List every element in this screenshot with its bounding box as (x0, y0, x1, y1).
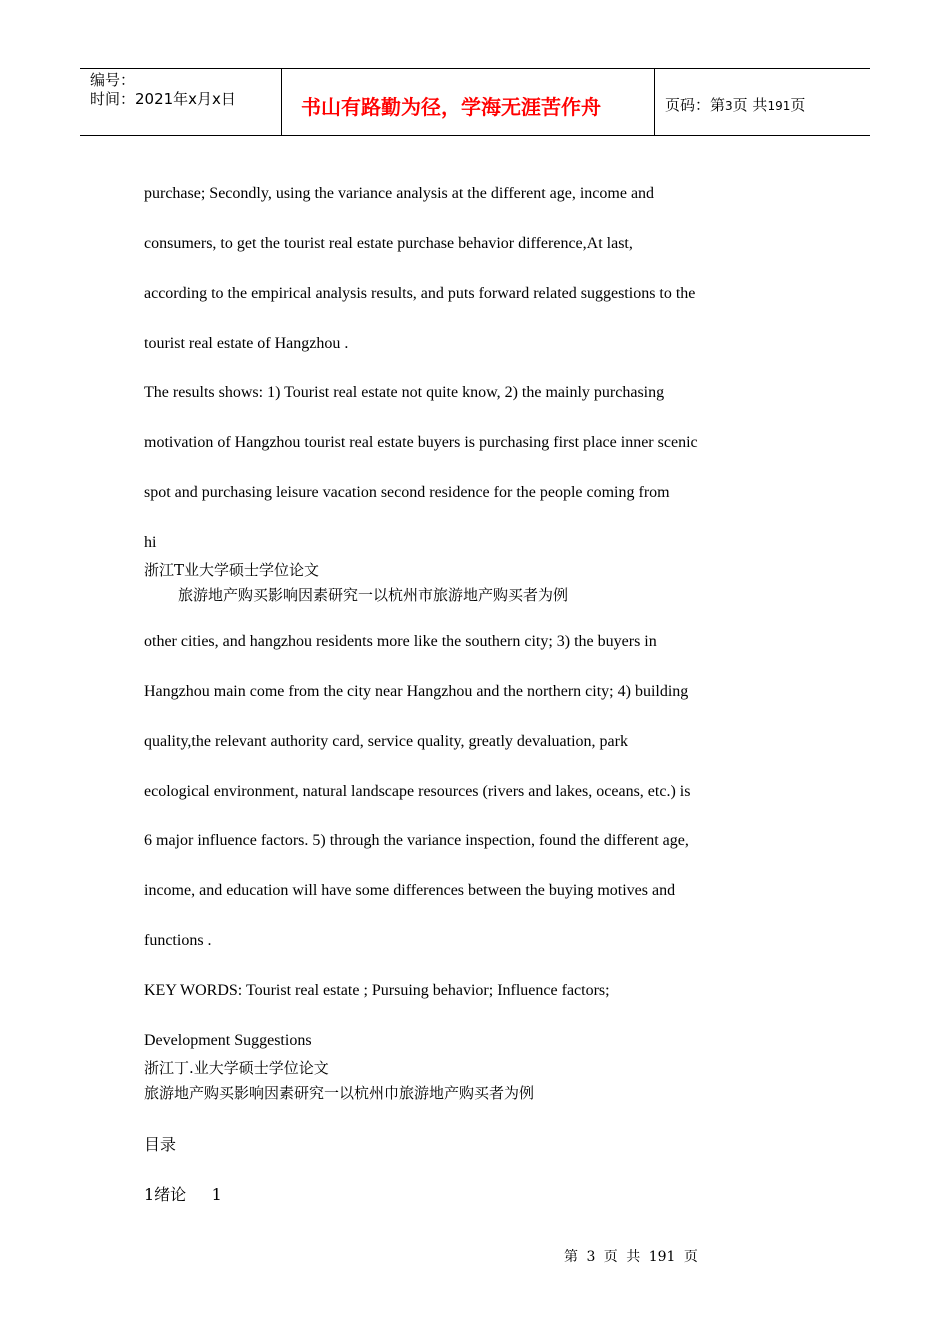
page-current: 3 (725, 99, 733, 113)
header-meta-cell (80, 69, 282, 135)
body-line: 6 major influence factors. 5) through the variance inspection, found the different age, (144, 832, 689, 849)
keywords-line: KEY WORDS: Tourist real estate ; Pursuing behavior; Influence factors; (144, 982, 610, 999)
toc-entry: 1绪论 1 (144, 1185, 222, 1204)
body-line: hi (144, 534, 157, 551)
body-line: functions . (144, 932, 212, 949)
header-motto-cell (282, 69, 655, 135)
body-line: ecological environment, natural landscape resources (rivers and lakes, oceans, etc.) is (144, 783, 691, 800)
body-line: The results shows: 1) Tourist real estate not quite know, 2) the mainly purchasing (144, 384, 665, 401)
body-line: spot and purchasing leisure vacation second residence for the people coming from (144, 484, 670, 501)
header-page-cell (655, 69, 869, 135)
page-middle: 页 共 (732, 96, 768, 114)
body-line: quality,the relevant authority card, service quality, greatly devaluation, park (144, 733, 628, 750)
body-line: according to the empirical analysis results, and puts forward related suggestions to the (144, 285, 696, 302)
body-line: income, and education will have some differences between the buying motives and (144, 882, 676, 899)
keywords-line: Development Suggestions (144, 1032, 312, 1049)
running-header-school: 浙江T业大学硕士学位论文 (144, 561, 320, 579)
header-motto: 书山有路勤为径，学海无涯苦作舟 (301, 95, 601, 119)
document-number-label: 编号： (90, 71, 136, 89)
body-line: motivation of Hangzhou tourist real estate buyers is purchasing first place inner scenic (144, 434, 698, 451)
running-header-title: 旅游地产购买影响因素研究一以杭州巾旅游地产购买者为例 (144, 1084, 535, 1102)
page-prefix: 页码：第 (665, 96, 726, 114)
body-line: tourist real estate of Hangzhou . (144, 335, 349, 352)
header-page-indicator (665, 94, 805, 115)
page-total: 191 (767, 99, 791, 113)
running-header-school: 浙江丁.业大学硕士学位论文 (144, 1059, 329, 1077)
body-line: consumers, to get the tourist real estate purchase behavior difference,At last, (144, 235, 633, 252)
running-header-title: 旅游地产购买影响因素研究一以杭州市旅游地产购买者为例 (178, 586, 569, 604)
body-line: other cities, and hangzhou residents more like the southern city; 3) the buyers in (144, 633, 657, 650)
body-line: purchase; Secondly, using the variance analysis at the different age, income and (144, 185, 655, 202)
document-date-label: 时间：2021年x月x日 (90, 90, 236, 108)
page-footer: 第 3 页 共 191 页 (564, 1249, 698, 1265)
page-suffix: 页 (790, 96, 806, 114)
page-header (80, 68, 870, 136)
toc-heading: 目录 (144, 1135, 177, 1154)
body-line: Hangzhou main come from the city near Hangzhou and the northern city; 4) building (144, 683, 689, 700)
